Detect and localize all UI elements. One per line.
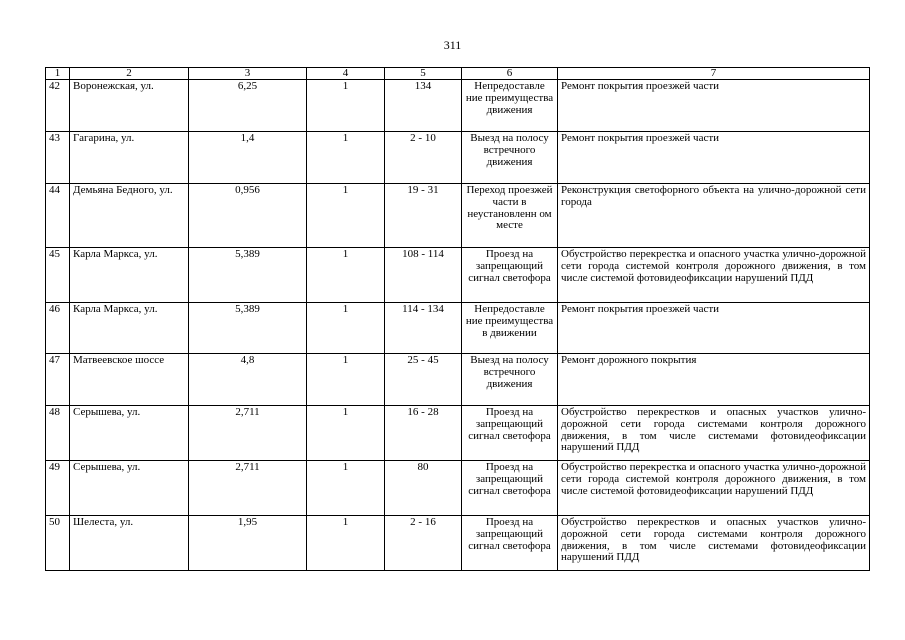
row-number: 42 [46,80,70,132]
street-name: Воронежская, ул. [70,80,189,132]
house-range: 134 [385,80,462,132]
violation-type: Непредоставле ние преимущества в движении [462,303,558,354]
table-row [46,80,870,132]
street-name: Серышева, ул. [70,406,189,461]
row-number: 45 [46,248,70,303]
count-value: 1 [307,132,385,184]
header-cell: 5 [385,68,462,80]
table-row [46,248,870,303]
length-value: 1,95 [189,516,307,571]
violation-type: Проезд на запрещающий сигнал светофора [462,248,558,303]
house-range: 80 [385,461,462,516]
planned-measure: Обустройство перекрестков и опасных участков улично-дорожной сети города системами контроля дорожного движения, в том числе системами фотовидеофиксации нарушений ПДД [558,516,870,571]
violation-type: Выезд на полосу встречного движения [462,354,558,406]
header-row [46,68,870,80]
header-cell: 1 [46,68,70,80]
count-value: 1 [307,406,385,461]
header-cell: 3 [189,68,307,80]
count-value: 1 [307,80,385,132]
length-value: 5,389 [189,303,307,354]
street-name: Карла Маркса, ул. [70,303,189,354]
street-name: Демьяна Бедного, ул. [70,184,189,248]
table-row [46,461,870,516]
row-number: 50 [46,516,70,571]
planned-measure: Обустройство перекрестка и опасного участка улично-дорожной сети города системой контроля дорожного движения, в том числе системой фотовидеофиксации нарушений ПДД [558,461,870,516]
length-value: 2,711 [189,461,307,516]
street-name: Серышева, ул. [70,461,189,516]
violation-type: Выезд на полосу встречного движения [462,132,558,184]
row-number: 49 [46,461,70,516]
row-number: 44 [46,184,70,248]
table-row [46,303,870,354]
planned-measure: Ремонт покрытия проезжей части [558,132,870,184]
table-row [46,184,870,248]
table-row [46,516,870,571]
count-value: 1 [307,461,385,516]
house-range: 114 - 134 [385,303,462,354]
table-row [46,132,870,184]
planned-measure: Обустройство перекрестков и опасных участков улично-дорожной сети города системами контроля дорожного движения, в том числе системами фотовидеофиксации нарушений ПДД [558,406,870,461]
planned-measure: Ремонт дорожного покрытия [558,354,870,406]
house-range: 16 - 28 [385,406,462,461]
violation-type: Проезд на запрещающий сигнал светофора [462,461,558,516]
row-number: 43 [46,132,70,184]
street-name: Карла Маркса, ул. [70,248,189,303]
violation-type: Переход проезжей части в неустановленн ом месте [462,184,558,248]
violation-type: Проезд на запрещающий сигнал светофора [462,406,558,461]
street-name: Шелеста, ул. [70,516,189,571]
row-number: 48 [46,406,70,461]
header-cell: 6 [462,68,558,80]
row-number: 46 [46,303,70,354]
planned-measure: Ремонт покрытия проезжей части [558,80,870,132]
row-number: 47 [46,354,70,406]
count-value: 1 [307,303,385,354]
violation-type: Проезд на запрещающий сигнал светофора [462,516,558,571]
length-value: 5,389 [189,248,307,303]
header-cell: 4 [307,68,385,80]
roads-table [45,67,870,571]
house-range: 25 - 45 [385,354,462,406]
house-range: 19 - 31 [385,184,462,248]
table-row [46,354,870,406]
count-value: 1 [307,248,385,303]
planned-measure: Ремонт покрытия проезжей части [558,303,870,354]
length-value: 2,711 [189,406,307,461]
house-range: 108 - 114 [385,248,462,303]
planned-measure: Обустройство перекрестка и опасного участка улично-дорожной сети города системой контроля дорожного движения, в том числе системой фотовидеофиксации нарушений ПДД [558,248,870,303]
length-value: 0,956 [189,184,307,248]
count-value: 1 [307,354,385,406]
street-name: Матвеевское шоссе [70,354,189,406]
header-cell: 2 [70,68,189,80]
length-value: 6,25 [189,80,307,132]
count-value: 1 [307,516,385,571]
street-name: Гагарина, ул. [70,132,189,184]
length-value: 4,8 [189,354,307,406]
house-range: 2 - 16 [385,516,462,571]
planned-measure: Реконструкция светофорного объекта на улично-дорожной сети города [558,184,870,248]
page-number: 311 [443,38,462,52]
count-value: 1 [307,184,385,248]
length-value: 1,4 [189,132,307,184]
header-cell: 7 [558,68,870,80]
violation-type: Непредоставле ние преимущества движения [462,80,558,132]
house-range: 2 - 10 [385,132,462,184]
table-row [46,406,870,461]
